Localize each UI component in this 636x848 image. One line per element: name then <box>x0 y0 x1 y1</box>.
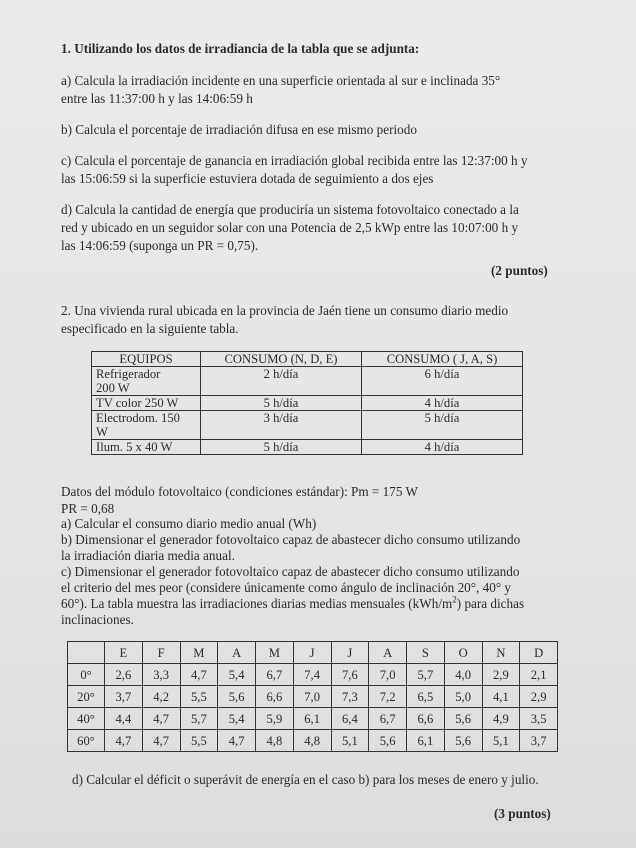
irradiation-value: 5,5 <box>180 730 218 752</box>
header-consumo-nde: CONSUMO (N, D, E) <box>201 352 362 367</box>
month-header: E <box>105 642 143 664</box>
q2-c-line3-end: ) para dichas <box>456 596 525 611</box>
month-header: S <box>407 642 445 664</box>
irradiation-header-row <box>68 642 558 664</box>
electrodom-jas: 5 h/día <box>362 411 523 440</box>
q1-c-line2: las 15:06:59 si la superficie estuviera dotada de seguimiento a dos ejes <box>61 171 434 186</box>
irradiation-value: 5,5 <box>180 686 218 708</box>
month-header: N <box>482 642 520 664</box>
q2-c-line3 <box>61 595 524 612</box>
q2-module-data: Datos del módulo fotovoltaico (condiciones estándar): Pm = 175 W <box>61 484 418 499</box>
irradiation-value: 5,6 <box>369 730 407 752</box>
irradiation-value: 3,7 <box>105 686 143 708</box>
irradiation-value: 6,5 <box>407 686 445 708</box>
irradiation-value: 7,2 <box>369 686 407 708</box>
irradiation-value: 2,1 <box>520 664 558 686</box>
q1-heading: 1. Utilizando los datos de irradiancia de la tabla que se adjunta: <box>61 41 420 56</box>
irradiation-value: 3,7 <box>520 730 558 752</box>
irradiation-value: 7,0 <box>369 664 407 686</box>
q1-d-line2: red y ubicado en un seguidor solar con una Potencia de 2,5 kWp entre las 10:07:00 h y <box>61 220 519 235</box>
irradiation-value: 4,9 <box>482 708 520 730</box>
corner-cell <box>68 642 105 664</box>
electrodom-nde: 3 h/día <box>201 411 362 440</box>
equipo-tv: TV color 250 W <box>92 396 201 411</box>
irradiation-value: 4,1 <box>482 686 520 708</box>
irradiation-value: 5,1 <box>331 730 369 752</box>
equipo-refrigerador <box>92 367 201 396</box>
irradiation-value: 5,7 <box>407 664 445 686</box>
ilum-nde: 5 h/día <box>201 440 362 455</box>
irradiation-value: 5,4 <box>218 708 256 730</box>
irradiation-value: 6,1 <box>293 708 331 730</box>
irradiation-table <box>67 641 558 752</box>
q1-a-line2: entre las 11:37:00 h y las 14:06:59 h <box>61 91 253 106</box>
irradiation-value: 4,7 <box>142 730 180 752</box>
angle-cell: 0° <box>68 664 105 686</box>
irradiation-value: 5,7 <box>180 708 218 730</box>
electrodom-label: Electrodom. 150 <box>96 411 180 425</box>
month-header: J <box>293 642 331 664</box>
q2-points: (3 puntos) <box>494 806 551 821</box>
irradiation-value: 4,2 <box>142 686 180 708</box>
electrodom-unit: W <box>96 425 108 439</box>
irradiation-value: 2,6 <box>105 664 143 686</box>
irradiation-value: 5,6 <box>444 730 482 752</box>
month-header: F <box>142 642 180 664</box>
ilum-jas: 4 h/día <box>362 440 523 455</box>
irradiation-value: 6,4 <box>331 708 369 730</box>
irradiation-value: 6,7 <box>369 708 407 730</box>
angle-cell: 20° <box>68 686 105 708</box>
table-row <box>68 664 558 686</box>
refrigerador-label: Refrigerador <box>96 367 161 381</box>
q2-intro-line2: especificado en la siguiente tabla. <box>61 321 239 336</box>
irradiation-value: 4,7 <box>142 708 180 730</box>
equipo-ilum: Ilum. 5 x 40 W <box>92 440 201 455</box>
table-row <box>68 708 558 730</box>
q2-c-line3-text: 60°). La tabla muestra las irradiaciones diarias medias mensuales (kWh/m <box>61 596 453 611</box>
irradiation-value: 4,7 <box>218 730 256 752</box>
irradiation-value: 4,8 <box>293 730 331 752</box>
irradiation-value: 4,4 <box>105 708 143 730</box>
month-header: A <box>369 642 407 664</box>
header-consumo-jas: CONSUMO ( J, A, S) <box>362 352 523 367</box>
q1-d-line3: las 14:06:59 (suponga un PR = 0,75). <box>61 238 259 253</box>
q2-c-line4: inclinaciones. <box>61 612 134 627</box>
q2-intro-line1: 2. Una vivienda rural ubicada en la provincia de Jaén tiene un consumo diario medio <box>61 303 509 318</box>
refrigerador-jas: 6 h/día <box>362 367 523 396</box>
irradiation-value: 7,3 <box>331 686 369 708</box>
irradiation-value: 6,6 <box>407 708 445 730</box>
month-header: D <box>520 642 558 664</box>
irradiation-value: 4,0 <box>444 664 482 686</box>
month-header: A <box>218 642 256 664</box>
superscript: 2 <box>452 594 457 605</box>
q2-c-line1: c) Dimensionar el generador fotovoltaico capaz de abastecer dicho consumo utilizando <box>61 564 520 579</box>
irradiation-value: 7,6 <box>331 664 369 686</box>
irradiation-value: 7,0 <box>293 686 331 708</box>
irradiation-value: 5,4 <box>218 664 256 686</box>
angle-cell: 60° <box>68 730 105 752</box>
irradiation-value: 5,9 <box>256 708 294 730</box>
irradiation-value: 5,6 <box>218 686 256 708</box>
tv-nde: 5 h/día <box>201 396 362 411</box>
irradiation-value: 6,7 <box>256 664 294 686</box>
irradiation-value: 5,6 <box>444 708 482 730</box>
q2-c-line2: el criterio del mes peor (considere únicamente como ángulo de inclinación 20°, 40° y <box>61 580 511 595</box>
irradiation-value: 4,7 <box>180 664 218 686</box>
equipo-electrodom <box>92 411 201 440</box>
q1-b: b) Calcula el porcentaje de irradiación difusa en ese mismo periodo <box>61 122 417 137</box>
header-equipos: EQUIPOS <box>92 352 201 367</box>
q1-c-line1: c) Calcula el porcentaje de ganancia en irradiación global recibida entre las 12:37:00 h y <box>61 153 528 168</box>
month-header: M <box>256 642 294 664</box>
irradiation-value: 3,3 <box>142 664 180 686</box>
table-row <box>68 686 558 708</box>
month-header: M <box>180 642 218 664</box>
irradiation-value: 4,7 <box>105 730 143 752</box>
irradiation-value: 7,4 <box>293 664 331 686</box>
irradiation-value: 6,1 <box>407 730 445 752</box>
irradiation-value: 2,9 <box>520 686 558 708</box>
q2-pr: PR = 0,68 <box>61 501 115 516</box>
irradiation-value: 2,9 <box>482 664 520 686</box>
irradiation-value: 3,5 <box>520 708 558 730</box>
refrigerador-nde: 2 h/día <box>201 367 362 396</box>
irradiation-value: 4,8 <box>256 730 294 752</box>
tv-jas: 4 h/día <box>362 396 523 411</box>
month-header: O <box>444 642 482 664</box>
irradiation-value: 6,6 <box>256 686 294 708</box>
q2-d: d) Calcular el déficit o superávit de energía en el caso b) para los meses de enero y julio. <box>72 772 539 787</box>
q1-points: (2 puntos) <box>491 263 548 278</box>
q1-d-line1: d) Calcula la cantidad de energía que produciría un sistema fotovoltaico conectado a la <box>61 202 519 217</box>
q2-b-line1: b) Dimensionar el generador fotovoltaico capaz de abastecer dicho consumo utilizando <box>61 532 521 547</box>
consumption-table <box>91 351 523 455</box>
irradiation-value: 5,0 <box>444 686 482 708</box>
angle-cell: 40° <box>68 708 105 730</box>
q2-a: a) Calcular el consumo diario medio anual (Wh) <box>61 516 317 531</box>
refrigerador-power: 200 W <box>96 381 130 395</box>
irradiation-value: 5,1 <box>482 730 520 752</box>
q1-a-line1: a) Calcula la irradiación incidente en una superficie orientada al sur e inclinada 35° <box>61 73 501 88</box>
q2-b-line2: la irradiación diaria media anual. <box>61 548 235 563</box>
table-row <box>68 730 558 752</box>
month-header: J <box>331 642 369 664</box>
